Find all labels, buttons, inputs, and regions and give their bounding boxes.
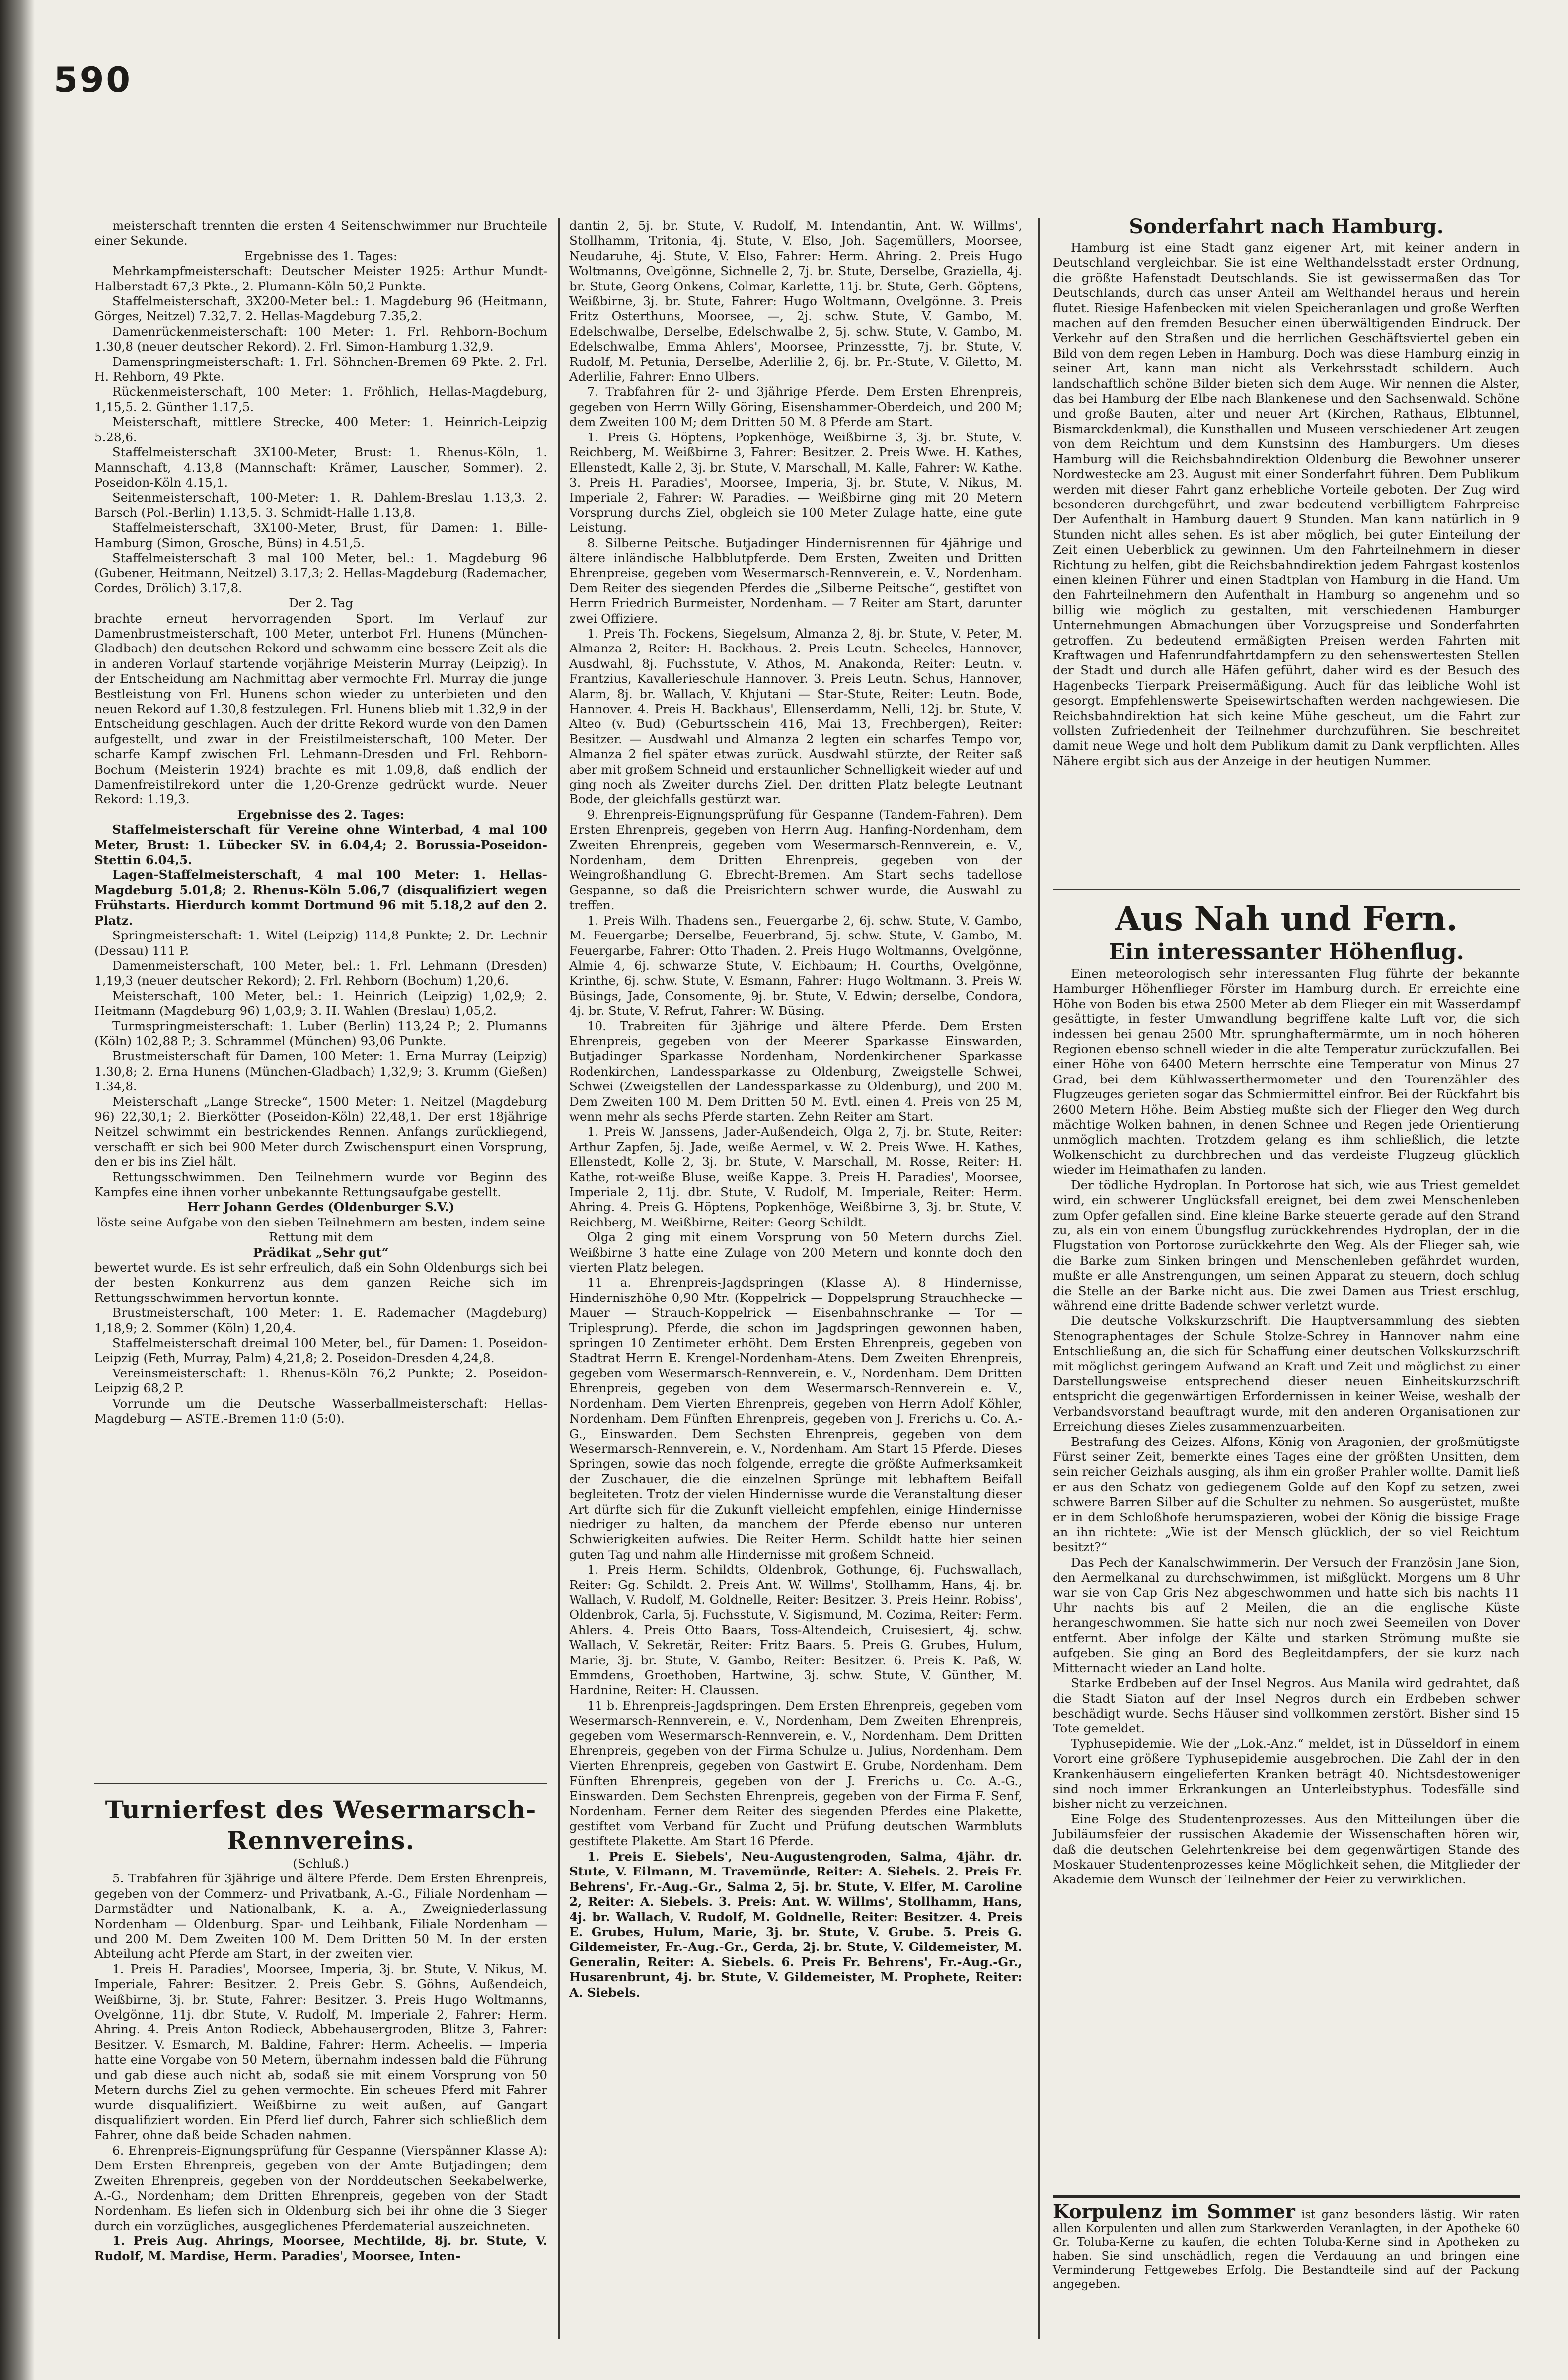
paragraph: 11 a. Ehrenpreis-Jagdspringen (Klasse A). 8 Hindernisse, Hinderniszhöhe 0,90 Mtr. (Koppelrick — Doppelsprung Strauchhecke — Mauer — Strauch-Koppelrick — Eisenbahnschranke — Tor — Triplesprung). Pferde, die schon im Jagdspringen gewonnen haben, springen 10 Zentimeter erhöht. Dem Ersten Ehrenpreis, gegeben von Stadtrat Herrn E. Krengel-Nordenham-Atens. Dem Zweiten Ehrenpreis, gegeben vom Wesermarsch-Rennverein, e. V., Nordenham. Dem Dritten Ehrenpreis, gegeben von dem Wesermarsch-Rennverein e. V., Nordenham. Dem Vierten Ehrenpreis, gegeben von Herrn Adolf Köhler, Nordenham. Dem Fünften Ehrenpreis, gegeben von J. Frerichs u. Co. A.-G., Einswarden. Dem Sechsten Ehrenpreis, gegeben von dem Wesermarsch-Rennverein, e. V., Nordenham. Am Start 15 Pferde. Dieses Springen, sowie das noch folgende, erregte die größte Aufmerksamkeit der Zuschauer, die die einzelnen Sprünge mit lebhaftem Beifall begleiteten. Trotz der vielen Hindernisse wurde die Veranstaltung dieser Art dürfte sich für die Zukunft vielleicht empfehlen, einige Hindernisse niedriger zu halten, da manchem der Pferde ebenso nur unteren Schwierigkeiten aufwies. Die Reiter Herm. Schildt hatte hier seinen guten Tag und nahm alle Hindernisse mit großem Schneid. xyxy=(569,1275,1022,1562)
ad-title: Korpulenz im Sommer xyxy=(1053,2200,1295,2223)
paragraph: Seitenmeisterschaft, 100-Meter: 1. R. Dahlem-Breslau 1.13,3. 2. Barsch (Pol.-Berlin) 1.13,5. 3. Schmidt-Halle 1.13,8. xyxy=(94,490,547,520)
hoehenflug-title: Ein interessanter Höhenflug. xyxy=(1109,939,1464,965)
paragraph: Olga 2 ging mit einem Vorsprung von 50 Metern durchs Ziel. Weißbirne 3 hatte eine Zulage von 200 Metern und konnte doch den vierten Platz belegen. xyxy=(569,1230,1022,1275)
paragraph: Damenmeisterschaft, 100 Meter, bel.: 1. Frl. Lehmann (Dresden) 1,19,3 (neuer deutscher Rekord); 2. Frl. Rehborn (Bochum) 1,20,6. xyxy=(94,958,547,988)
turnier-subtitle: (Schluß.) xyxy=(293,1856,349,1871)
paragraph: Staffelmeisterschaft 3 mal 100 Meter, bel.: 1. Magdeburg 96 (Gubener, Heitmann, Neitzel) 3.17,3; 2. Hellas-Magdeburg (Rademacher, Cordes, Drölich) 3.17,8. xyxy=(94,550,547,595)
paragraph: Typhusepidemie. Wie der „Lok.-Anz.“ meldet, ist in Düsseldorf in einem Vorort eine größere Typhusepidemie ausgebrochen. Die Zahl der in den Krankenhäusern eingelieferten Kranken beträgt 40. Nichtsdestoweniger sind noch immer Erkrankungen an Unterleibstyphus. Todesfälle sind bisher nicht zu verzeichnen. xyxy=(1053,1736,1520,1811)
column-rule-2 xyxy=(1038,218,1040,2339)
paragraph: meisterschaft trennten die ersten 4 Seitenschwimmer nur Bruchteile einer Sekunde. xyxy=(94,218,547,248)
paragraph: Staffelmeisterschaft, 3X100-Meter, Brust, für Damen: 1. Bille-Hamburg (Simon, Grosche, Büns) in 4.51,5. xyxy=(94,520,547,550)
paragraph: Das Pech der Kanalschwimmerin. Der Versuch der Französin Jane Sion, den Aermelkanal zu durchschwimmen, ist mißglückt. Morgens um 8 Uhr war sie von Cap Gris Nez abgeschwommen und hatte sich bis nachts 11 Uhr nachts bis auf 2 Meilen, die an die englische Küste herangeschwommen. Sie hatte sich nur noch zwei Seemeilen von Dover entfernt. Aber infolge der Kälte und starken Strömung mußte sie aufgeben. Sie ging an Bord des Begleitdampfers, der sie kurz nach Mitternacht wieder an Land holte. xyxy=(1053,1555,1520,1675)
paragraph: Mehrkampfmeisterschaft: Deutscher Meister 1925: Arthur Mundt-Halberstadt 67,3 Pkte., 2. Plumann-Köln 50,2 Punkte. xyxy=(94,264,547,293)
ad-text: ist ganz besonders lästig. Wir raten allen Korpulenten und allen zum Starkwerden Veranlagten, in der Apotheke 60 Gr. Toluba-Kerne zu kaufen, die echten Toluba-Kerne sind in Apotheken zu haben. Sie sind unschädlich, regen die Verdauung an und bringen eine Verminderung Fettgewebes Erfolg. Die Bestandteile sind auf der Packung angegeben. xyxy=(1053,2208,1520,2291)
paragraph: Starke Erdbeben auf der Insel Negros. Aus Manila wird gedrahtet, daß die Stadt Siaton auf der Insel Negros durch ein Erdbeben schwer beschädigt wurde. Sechs Häuser sind vollkommen zerstört. Bisher sind 15 Tote gemeldet. xyxy=(1053,1676,1520,1736)
paragraph: 1. Preis Aug. Ahrings, Moorsee, Mechtilde, 8j. br. Stute, V. Rudolf, M. Mardise, Herm. Paradies', Moorsee, Inten- xyxy=(94,2234,547,2263)
paragraph: Meisterschaft, mittlere Strecke, 400 Meter: 1. Heinrich-Leipzig 5.28,6. xyxy=(94,415,547,444)
section-subtitle: Ergebnisse des 1. Tages: xyxy=(244,248,398,263)
paragraph: 7. Trabfahren für 2- und 3jährige Pferde. Dem Ersten Ehrenpreis, gegeben von Herrn Willy Göring, Eisenshammer-Oberdeich, und 200 M; dem Zweiten 100 M; dem Dritten 50 M. 8 Pferde am Start. xyxy=(569,384,1022,430)
paragraph: Vereinsmeisterschaft: 1. Rhenus-Köln 76,2 Punkte; 2. Poseidon-Leipzig 68,2 P. xyxy=(94,1366,547,1396)
paragraph: Rettungsschwimmen. Den Teilnehmern wurde vor Beginn des Kampfes eine ihnen vorher unbekannte Rettungsaufgabe gestellt. xyxy=(94,1169,547,1199)
paragraph: löste seine Aufgabe von den sieben Teilnehmern am besten, indem seine Rettung mit dem xyxy=(96,1215,545,1245)
section-divider xyxy=(94,1783,547,1784)
paragraph: 1. Preis Wilh. Thadens sen., Feuergarbe 2, 6j. schw. Stute, V. Gambo, M. Feuergarbe; Derselbe, Feuerbrand, 5j. schw. Stute, V. Gambo, M. Feuergarbe, Fahrer: Otto Thaden. 2. Preis Hugo Woltmanns, Ovelgönne, Almie 4, 6j. schwarze Stute, V. Eichbaum; H. Courths, Ovelgönne, Krinthe, 6j. schw. Stute, V. Esmann, Fahrer: Hugo Woltmann. 3. Preis W. Büsings, Jade, Consomente, 9j. br. Stute, V. Edwin; derselbe, Condora, 4j. br. Stute, V. Refrut, Fahrer: W. Büsing. xyxy=(569,913,1022,1018)
paragraph: 11 b. Ehrenpreis-Jagdspringen. Dem Ersten Ehrenpreis, gegeben vom Wesermarsch-Rennverein, e. V., Nordenham, Dem Zweiten Ehrenpreis, gegeben vom Wesermarsch-Rennverein, e. V., Nordenham. Dem Dritten Ehrenpreis, gegeben von der Firma Schulze u. Julius, Nordenham. Dem Vierten Ehrenpreis, gegeben von Gastwirt E. Grube, Nordenham. Dem Fünften Ehrenpreis, gegeben von der J. Frerichs u. Co. A.-G., Einswarden. Dem Sechsten Ehrenpreis, gegeben von der Firma F. Senf, Nordenham. Ferner dem Reiter des siegenden Pferdes eine Plakette, gestiftet vom Verband für Zucht und Prüfung deutschen Warmbluts gestiftete Plakette. Am Start 16 Pferde. xyxy=(569,1698,1022,1849)
paragraph: Brustmeisterschaft, 100 Meter: 1. E. Rademacher (Magdeburg) 1,18,9; 2. Sommer (Köln) 1,20,4. xyxy=(94,1305,547,1335)
aus-title: Aus Nah und Fern. xyxy=(1115,899,1458,938)
turnier-title: Turnierfest des Wesermarsch-Rennvereins. xyxy=(105,1795,537,1855)
paragraph: Hamburg ist eine Stadt ganz eigener Art, mit keiner andern in Deutschland vergleichbar. Sie ist eine Welthandelsstadt erster Ordnung, die größte Hafenstadt Deutschlands. Sie ist gewissermaßen das Tor Deutschlands, durch das unser Anteil am Welthandel heraus und herein flutet. Riesige Hafenbecken mit vielen Speicheranlagen und große Werften machen auf den fremden Besucher einen überwältigenden Eindruck. Der Verkehr auf den Straßen und die herrlichen Geschäftsviertel geben ein Bild von dem regen Leben in Hamburg. Doch was diese Hamburg einzig in seiner Art, kann man nicht als Verkehrsstadt schildern. Auch landschaftlich schöne Bilder bieten sich dem Auge. Wir nennen die Alster, das bei Hamburg der Elbe nach Blankenese und den Sachsenwald. Schöne und große Bauten, alter und neuer Art (Kirchen, Rathaus, Elbtunnel, Bismarckdenkmal), die Kunsthallen und Museen verschiedener Art zeugen von dem Reichtum und dem Kunstsinn des Hamburgers. Um dieses Hamburg will die Reichsbahndirektion Oldenburg die Bewohner unserer Nordwestecke am 23. August mit einer Sonderfahrt führen. Dem Publikum werden mit dieser Fahrt ganz erhebliche Vorteile geboten. Der Zug wird besonderen durchgeführt, und zwar bedeutend verbilligtem Fahrpreise Der Aufenthalt in Hamburg dauert 9 Stunden. Man kann natürlich in 9 Stunden nicht alles sehen. Es ist aber möglich, bei guter Einteilung der Zeit einen Ueberblick zu gewinnen. Um den Fahrteilnehmern in dieser Richtung zu helfen, gibt die Reichsbahndirektion jedem Fahrgast kostenlos einen kleinen Führer und einen Stadtplan von Hamburg in die Hand. Um den Fahrteilnehmern den Aufenthalt in Hamburg so angenehm und so billig wie möglich zu gestalten, mit verschiedenen Hamburger Unternehmungen Abmachungen über Vorzugspreise und Sonderfahrten getroffen. Zu bedeutend ermäßigten Preisen werden Fahrten mit Kraftwagen und Hafenrundfahrtdampfern zu den sehenswertesten Stellen der Stadt und durch alle Häfen geführt, daher wird es der Besuch des Hagenbecks Tierpark Preisermäßigung. Auch für das leibliche Wohl ist gesorgt. Empfehlenswerte Speisewirtschaften werden nachgewiesen. Die Reichsbahndirektion hat sich keine Mühe gescheut, um die Fahrt zur vollsten Zufriedenheit der Teilnehmer durchzuführen. Sie beschreitet damit neue Wege und holt dem Publikum damit zu Dank verpflichten. Alles Nähere ergibt sich aus der Anzeige in der heutigen Nummer. xyxy=(1053,240,1520,768)
paragraph: Bestrafung des Geizes. Alfons, König von Aragonien, der großmütigste Fürst seiner Zeit, bemerkte eines Tages eine der größten Unsitten, dem sein reicher Geizhals ausging, als ihm ein großer Prahler wollte. Damit ließ er aus den Schatz von gediegenem Golde auf den Kopf zu setzen, zwei schwere Barren Silber auf die Schulter zu nehmen. So ausgerüstet, mußte er in dem Schloßhofe herumspazieren, wobei der König die bissige Frage an ihn richtete: „Wie ist der Mensch glücklich, der so viel Reichtum besitzt?“ xyxy=(1053,1434,1520,1555)
section-subtitle: Ergebnisse des 2. Tages: xyxy=(237,807,405,822)
paragraph: Springmeisterschaft: 1. Witel (Leipzig) 114,8 Punkte; 2. Dr. Lechnir (Dessau) 111 P. xyxy=(94,928,547,958)
paragraph: Damenrückenmeisterschaft: 100 Meter: 1. Frl. Rehborn-Bochum 1.30,8 (neuer deutscher Rekord). 2. Frl. Simon-Hamburg 1.32,9. xyxy=(94,324,547,354)
paragraph: Rückenmeisterschaft, 100 Meter: 1. Fröhlich, Hellas-Magdeburg, 1,15,5. 2. Günther 1.17,5. xyxy=(94,384,547,414)
paragraph: Lagen-Staffelmeisterschaft, 4 mal 100 Meter: 1. Hellas-Magdeburg 5.01,8; 2. Rhenus-Köln 5.06,7 (disqualifiziert wegen Frühstarts. Hierdurch kommt Dortmund 96 mit 5.18,2 auf den 2. Platz. xyxy=(94,867,547,928)
paragraph: 8. Silberne Peitsche. Butjadinger Hindernisrennen für 4jährige und ältere inländische Halbblutpferde. Dem Ersten, Zweiten und Dritten Ehrenpreise, gegeben vom Wesermarsch-Rennverein, e. V., Nordenham. Dem Reiter des siegenden Pferdes die „Silberne Peitsche“, gestiftet von Herrn Friedrich Burmeister, Nordenham. — 7 Reiter am Start, darunter zwei Offiziere. xyxy=(569,535,1022,626)
paragraph: 1. Preis E. Siebels', Neu-Augustengroden, Salma, 4jähr. dr. Stute, V. Eilmann, M. Travemünde, Reiter: A. Siebels. 2. Preis Fr. Behrens', Fr.-Aug.-Gr., Salma 2, 5j. br. Stute, V. Elfer, M. Caroline 2, Reiter: A. Siebels. 3. Preis: Ant. W. Willms', Stollhamm, Hans, 4j. br. Wallach, V. Rudolf, M. Goldnelle, Reiter: Besitzer. 4. Preis E. Grubes, Hulum, Marie, 3j. br. Stute, V. Grube. 5. Preis G. Gildemeister, Fr.-Aug.-Gr., Gerda, 2j. br. Stute, V. Gildemeister, M. Generalin, Reiter: A. Siebels. 6. Preis Fr. Behrens', Fr.-Aug.-Gr., Husarenbrunt, 4j. br. Stute, V. Gildemeister, M. Prophete, Reiter: A. Siebels. xyxy=(569,1849,1022,2000)
paragraph: Prädikat „Sehr gut“ xyxy=(253,1245,389,1260)
paragraph: 6. Ehrenpreis-Eignungsprüfung für Gespanne (Vierspänner Klasse A): Dem Ersten Ehrenpreis, gegeben von der Amte Butjadingen; dem Zweiten Ehrenpreis, gegeben von der Norddeutschen Seekabelwerke, A.-G., Nordenham; dem Dritten Ehrenpreis, gegeben von der Stadt Nordenham. Es liefen sich in Oldenburg sich bei ihr ohne die 3 Sieger durch ein vorzügliches, ausgeglichenes Pferdematerial auszeichneten. xyxy=(94,2143,547,2233)
paragraph: 1. Preis W. Janssens, Jader-Außendeich, Olga 2, 7j. br. Stute, Reiter: Arthur Zapfen, 5j. Jade, weiße Aermel, v. W. 2. Preis Wwe. H. Kathes, Ellenstedt, Kolle 2, 3j. br. Stute, V. Marschall, M. Rosse, Reiter: H. Kathe, rot-weiße Bluse, weiße Kappe. 3. Preis H. Paradies', Moorsee, Imperiale 2, 11j. dbr. Stute, V. Rudolf, M. Imperiale, Reiter: Herm. Ahring. 4. Preis G. Höptens, Popkenhöge, Weißbirne 3, 3j. br. Stute, V. Reichberg, M. Weißbirne, Reiter: Georg Schildt. xyxy=(569,1124,1022,1229)
paragraph: 1. Preis Th. Fockens, Siegelsum, Almanza 2, 8j. br. Stute, V. Peter, M. Almanza 2, Reiter: H. Backhaus. 2. Preis Leutn. Scheeles, Hannover, Ausdwahl, 8j. Fuchsstute, V. Athos, M. Anakonda, Reiter: Leutn. v. Frantzius, Kavallerieschule Hannover. 3. Preis Leutn. Schus, Hannover, Alarm, 8j. br. Wallach, V. Khjutani — Star-Stute, Reiter: Leutn. Bode, Hannover. 4. Preis H. Backhaus', Ellenserdamm, Nelli, 12j. br. Stute, V. Alteo (v. Bud) (Geburtsschein 416, Mai 13, Frechbergen), Reiter: Besitzer. — Ausdwahl und Almanza 2 legten ein scharfes Tempo vor, Almanza 2 fiel später etwas zurück. Ausdwahl stürzte, der Reiter saß aber mit großem Schneid und erstaunlicher Schnelligkeit wieder auf und ging noch als Zweiter durchs Ziel. Den dritten Platz belegte Leutnant Bode, der gleichfalls gestürzt war. xyxy=(569,626,1022,807)
turnier-article xyxy=(94,1795,547,2264)
paragraph: Einen meteorologisch sehr interessanten Flug führte der bekannte Hamburger Höhenflieger Förster im Hamburg durch. Er erreichte eine Höhe von Boden bis etwa 2500 Meter ab dem Flieger ein mit Wasserdampf gesättigte, in fester Umwandlung begriffene kalte Luft vor, die sich indessen bei genau 2500 Mtr. sprunghaftermärmte, um in noch höheren Regionen ebenso schnell wieder in die alte Temperatur zurückzufallen. Bei einer Höhe von 6400 Metern herrschte eine Temperatur von Minus 27 Grad, bei dem Kühlwasserthermometer und den Tourenzähler des Flugzeuges gerieten sogar das Schmiermittel einfror. Bei der Rückfahrt bis 2600 Metern Höhe. Beim Abstieg mußte sich der Flieger den Weg durch mächtige Wolken bahnen, in denen Schnee und Regen jede Orientierung unmöglich machten. Trotzdem gelang es ihm schließlich, die letzte Wolkenschicht zu durchbrechen und das verdeiste Flugzeug glücklich wieder im Heimathafen zu landen. xyxy=(1053,966,1520,1177)
paragraph: dantin 2, 5j. br. Stute, V. Rudolf, M. Intendantin, Ant. W. Willms', Stollhamm, Tritonia, 4j. Stute, V. Elso, Joh. Sagemüllers, Moorsee, Neudaruhe, 4j. Stute, V. Elso, Fahrer: Herm. Ahring. 2. Preis Hugo Woltmanns, Ovelgönne, Sichnelle 2, 7j. br. Stute, Derselbe, Graziella, 4j. br. Stute, Georg Onkens, Colmar, Karlette, 11j. br. Stute, Gerh. Göptens, Weißbirne, 3j. br. Stute, Fahrer: Hugo Woltmann, Ovelgönne. 3. Preis Fritz Osterthuns, Moorsee, —, 2j. schw. Stute, V. Gambo, M. Edelschwalbe, Derselbe, Edelschwalbe 2, 5j. schw. Stute, V. Gambo, M. Edelschwalbe, Emma Ahlers', Moorsee, Prinzesstte, 7j. br. Stute, V. Rudolf, M. Petunia, Derselbe, Aderlilie 2, 6j. br. Pr.-Stute, V. Giletto, M. Aderlilie, Fahrer: Enno Ulbers. xyxy=(569,218,1022,384)
column-1 xyxy=(94,218,547,1427)
paragraph: 1. Preis G. Höptens, Popkenhöge, Weißbirne 3, 3j. br. Stute, V. Reichberg, M. Weißbirne 3, Fahrer: Besitzer. 2. Preis Wwe. H. Kathes, Ellenstedt, Kalle 2, 3j. br. Stute, V. Marschall, M. Kalle, Fahrer: W. Kathe. 3. Preis H. Paradies', Moorsee, Imperia, 3j. br. Stute, V. Nikus, M. Imperiale 2, Fahrer: W. Paradies. — Weißbirne ging mit 20 Metern Vorsprung durchs Ziel, obgleich sie 100 Meter Zulage hatte, eine gute Leistung. xyxy=(569,430,1022,535)
paragraph: brachte erneut hervorragenden Sport. Im Verlauf zur Damenbrustmeisterschaft, 100 Meter, unterbot Frl. Hunens (München-Gladbach) den deutschen Rekord und schwamm eine bessere Zeit als die in anderen Vorlauf startende vorjährige Meisterin Murray (Leipzig). In der Entscheidung am Nachmittag aber vermochte Frl. Murray die junge Bestleistung von Frl. Hunens schon wieder zu unterbieten und den neuen Rekord auf 1.30,8 festzulegen. Frl. Hunens blieb mit 1.32,9 in der Entscheidung geschlagen. Auch der dritte Rekord wurde von den Damen aufgestellt, und zwar in der Freistilmeisterschaft, 100 Meter. Der scharfe Kampf zwischen Frl. Lehmann-Dresden und Frl. Rehborn-Bochum (Meisterin 1924) brachte es mit 1.09,8, daß endlich der Damenfreistilrekord unter die 1,20-Grenze gedrückt wurde. Neuer Rekord: 1.19,3. xyxy=(94,611,547,807)
paragraph: Staffelmeisterschaft dreimal 100 Meter, bel., für Damen: 1. Poseidon-Leipzig (Feth, Murray, Palm) 4,21,8; 2. Poseidon-Dresden 4,24,8. xyxy=(94,1336,547,1366)
page-number: 590 xyxy=(54,60,133,100)
paragraph: 1. Preis H. Paradies', Moorsee, Imperia, 3j. br. Stute, V. Nikus, M. Imperiale, Fahrer: Besitzer. 2. Preis Gebr. S. Göhns, Außendeich, Weißbirne, 3j. br. Stute, Fahrer: Besitzer. 3. Preis Hugo Woltmanns, Ovelgönne, 11j. dbr. Stute, V. Rudolf, M. Imperiale 2, Fahrer: Herm. Ahring. 4. Preis Anton Rodieck, Abbehausergroden, Blitze 3, Fahrer: Besitzer. V. Esmarch, M. Baldine, Fahrer: Herm. Acheelis. — Imperia hatte eine Vorgabe von 50 Metern, übernahm indessen bald die Führung und gab diese auch nicht ab, sodaß sie mit einem Vorsprung von 50 Metern durchs Ziel zu gehen vermochte. Ein scheues Pferd mit Fahrer wurde disqualifiziert. Weißbirne zu weit außen, auf Gangart disqualifiziert worden. Ein Pferd lief durch, Fahrer sich schließlich dem Fahrer, ohne daß beide Schaden nahmen. xyxy=(94,1961,547,2143)
column-3 xyxy=(1053,214,1520,769)
paragraph: Staffelmeisterschaft, 3X200-Meter bel.: 1. Magdeburg 96 (Heitmann, Görges, Neitzel) 7.32,7. 2. Hellas-Magdeburg 7.35,2. xyxy=(94,294,547,324)
paragraph: Staffelmeisterschaft 3X100-Meter, Brust: 1. Rhenus-Köln, 1. Mannschaft, 4.13,8 (Mannschaft: Krämer, Lauscher, Sommer). 2. Poseidon-Köln 4.15,1. xyxy=(94,445,547,490)
column-rule-1 xyxy=(558,218,560,2339)
page-edge-shadow xyxy=(0,0,35,2380)
section-subtitle: Der 2. Tag xyxy=(289,596,353,611)
hamburg-title: Sonderfahrt nach Hamburg. xyxy=(1129,215,1444,238)
paragraph: Vorrunde um die Deutsche Wasserballmeisterschaft: Hellas-Magdeburg — ASTE.-Bremen 11:0 (5:0). xyxy=(94,1396,547,1426)
paragraph: Staffelmeisterschaft für Vereine ohne Winterbad, 4 mal 100 Meter, Brust: 1. Lübecker SV. in 6.04,4; 2. Borussia-Poseidon-Stettin 6.04,5. xyxy=(94,822,547,867)
paragraph: Brustmeisterschaft für Damen, 100 Meter: 1. Erna Murray (Leipzig) 1.30,8; 2. Erna Hunens (München-Gladbach) 1,32,9; 3. Krumm (Gießen) 1.34,8. xyxy=(94,1049,547,1094)
paragraph: Die deutsche Volkskurzschrift. Die Hauptversammlung des siebten Stenographentages der Schule Stolze-Schrey in Hannover nahm eine Entschließung an, die sich für Schaffung einer deutschen Volkskurzschrift mit möglichst geringem Aufwand an Kraft und Zeit und möglichst zu einer Darstellungsweise entsprechend dieser neuen Einheitskurzschrift entspricht die gegenwärtigen Erfordernissen in keiner Weise, weshalb der Verbandsvorstand beauftragt wurde, mit den anderen Organisationen zur Erreichung dieses Zieles zusammenzuarbeiten. xyxy=(1053,1313,1520,1434)
aus-nah-und-fern xyxy=(1053,899,1520,1887)
paragraph: 1. Preis Herm. Schildts, Oldenbrok, Gothunge, 6j. Fuchswallach, Reiter: Gg. Schildt. 2. Preis Ant. W. Willms', Stollhamm, Hans, 4j. br. Wallach, V. Rudolf, M. Goldnelle, Reiter: Besitzer. 3. Preis Heinr. Robiss', Oldenbrok, Carla, 5j. Fuchsstute, V. Sigismund, M. Cozima, Reiter: Ferm. Ahlers. 4. Preis Otto Baars, Toss-Altendeich, Cruisesiert, 4j. schw. Wallach, V. Sekretär, Reiter: Fritz Baars. 5. Preis G. Grubes, Hulum, Marie, 3j. br. Stute, V. Gambo, Reiter: Besitzer. 6. Preis K. Paß, W. Emmdens, Groethoben, Hartwine, 3j. schw. Stute, V. Günther, M. Hardnine, Reiter: H. Claussen. xyxy=(569,1562,1022,1698)
section-divider xyxy=(1053,889,1520,890)
paragraph: bewertet wurde. Es ist sehr erfreulich, daß ein Sohn Oldenburgs sich bei der besten Konkurrenz aus dem ganzen Reiche sich im Rettungsschwimmen hervortun konnte. xyxy=(94,1260,547,1305)
paragraph: 10. Trabreiten für 3jährige und ältere Pferde. Dem Ersten Ehrenpreis, gegeben von der Meerer Sparkasse Einswarden, Butjadinger Sparkasse Nordenham, Nordenkirchener Sparkasse Rodenkirchen, Landessparkasse zu Oldenburg, Zweigstelle Schwei, Schwei (Zweigstellen der Landessparkasse zu Oldenburg), und 200 M. Dem Zweiten 100 M. Dem Dritten 50 M. Evtl. einen 4. Preis von 25 M, wenn mehr als sechs Pferde starten. Zehn Reiter am Start. xyxy=(569,1018,1022,1124)
paragraph: Meisterschaft „Lange Strecke“, 1500 Meter: 1. Neitzel (Magdeburg 96) 22,30,1; 2. Bierkötter (Poseidon-Köln) 22,48,1. Der erst 18jährige Neitzel schwimmt ein bestrickendes Rennen. Anfangs zurückliegend, verschafft er sich bei 900 Meter durch Zwischenspurt einen Vorsprung, den er bis ins Ziel hält. xyxy=(94,1094,547,1169)
paragraph: Meisterschaft, 100 Meter, bel.: 1. Heinrich (Leipzig) 1,02,9; 2. Heitmann (Magdeburg 96) 1,03,9; 3. H. Wahlen (Breslau) 1,05,2. xyxy=(94,988,547,1018)
paragraph: Eine Folge des Studentenprozesses. Aus den Mitteilungen über die Jubiläumsfeier der russischen Akademie der Wissenschaften hören wir, daß die deutschen Gelehrtenkreise bei dem gegenwärtigen Stande des Moskauer Studentenprozesses keine Möglichkeit sehen, die Mitglieder der Akademie dem Wunsch der Teilnehmer der Feier zu verwirklichen. xyxy=(1053,1811,1520,1887)
paragraph: Herr Johann Gerdes (Oldenburger S.V.) xyxy=(187,1200,455,1215)
column-2 xyxy=(569,218,1022,2000)
paragraph: Der tödliche Hydroplan. In Portorose hat sich, wie aus Triest gemeldet wird, ein schwerer Unglücksfall ereignet, bei dem zwei Menschenleben zum Opfer gefallen sind. Eine kleine Barke steuerte gerade auf den Strand zu, als ein von einem Übungsflug zurückkehrendes Hydroplan, der in die Flugstation von Portorose zurückkehrte den Weg. Als der Flieger sah, wie die Barke zum Sinken bringen und Menschenleben gefährdet wurden, mußte er alle Anstrengungen, um seinen Apparat zu steuern, doch schlug die Stelle an der Barke nicht aus. Die zwei Damen aus Triest erschlug, während eine dritte Badende schwer verletzt wurde. xyxy=(1053,1177,1520,1313)
paragraph: Damenspringmeisterschaft: 1. Frl. Söhnchen-Bremen 69 Pkte. 2. Frl. H. Rehborn, 49 Pkte. xyxy=(94,354,547,384)
paragraph: Turmspringmeisterschaft: 1. Luber (Berlin) 113,24 P.; 2. Plumanns (Köln) 102,88 P.; 3. Schrammel (München) 93,06 Punkte. xyxy=(94,1018,547,1048)
paragraph: 5. Trabfahren für 3jährige und ältere Pferde. Dem Ersten Ehrenpreis, gegeben von der Commerz- und Privatbank, A.-G., Filiale Nordenham — Darmstädter und Nationalbank, K. a. A., Zweigniederlassung Nordenham — Oldenburg. Spar- und Leihbank, Filiale Nordenham — und 200 M. Dem Zweiten 100 M. Dem Dritten 50 M. In der ersten Abteilung acht Pferde am Start, in der zweiten vier. xyxy=(94,1871,547,1961)
korpulenz-ad xyxy=(1053,2195,1520,2291)
paragraph: 9. Ehrenpreis-Eignungsprüfung für Gespanne (Tandem-Fahren). Dem Ersten Ehrenpreis, gegeben von Herrn Aug. Hanfing-Nordenham, dem Zweiten Ehrenpreis, gegeben vom Wesermarsch-Rennverein, e. V., Nordenham, dem Dritten Ehrenpreis, gegeben von der Weingroßhandlung G. Ebrecht-Bremen. Am Start sechs tadellose Gespanne, so daß die Preisrichtern schwer wurde, die Auswahl zu treffen. xyxy=(569,807,1022,913)
